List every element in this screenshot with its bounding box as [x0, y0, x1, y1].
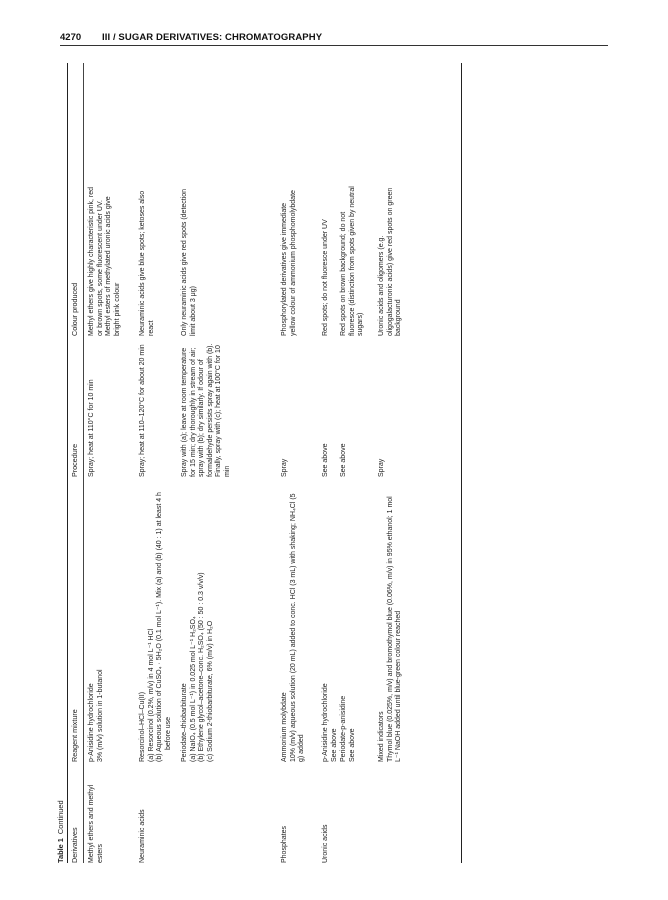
header-rule: [60, 45, 608, 46]
reagent-name: Periodate-p-anisidine: [340, 695, 347, 762]
table-row-neuraminic-reagent-b: [181, 492, 215, 762]
table-row-methyl-reagent: [88, 492, 105, 762]
table-caption: [57, 800, 66, 863]
table-row-uronic-procedure-c: Spray: [378, 458, 385, 477]
table-row-uronic-reagent-a: [322, 492, 339, 762]
column-header-procedure: Procedure: [70, 443, 79, 477]
table-row-uronic-colour-b: Red spots on brown background; do not fluoresce (distinction from spots given by neutral sugars): [340, 186, 365, 336]
reagent-detail: Thymol blue (0.025%, m/v) and bromothymol blue (0.06%, m/v) in 95% ethanol; 1 mol L⁻¹ NaOH added until blue-green colour reached: [386, 496, 403, 762]
reagent-name: p-Anisidine hydrochloride: [322, 683, 329, 762]
table-caption-label: Table 1: [56, 838, 65, 863]
reagent-name: Periodate–thiobarbiturate: [181, 683, 188, 762]
table-bottom-rule: [461, 63, 462, 863]
table-row-neuraminic-colour-a: Neuraminic acids give blue spots; ketoses also react: [139, 190, 155, 336]
table-row-uronic-procedure-b: See above: [340, 443, 347, 477]
table-row-phosphates-derivative: Phosphates: [281, 826, 288, 863]
reagent-item: (c) Sodium 2-thiobarbiturate, 6% (m/v) in H₂O: [206, 620, 214, 762]
table-row-neuraminic-colour-b: Only neuraminic acids give red spots (detection limit about 3 μg): [181, 188, 197, 336]
reagent-name: p-Anisidine hydrochloride: [88, 683, 95, 762]
reagent-item: (b) Aqueous solution of CuSO₄ · 5H₂O (0.1 mol L⁻¹). Mix (a) and (b) (40 : 1) at least 4 h before use: [156, 492, 172, 762]
running-title: III / SUGAR DERIVATIVES: CHROMATOGRAPHY: [102, 32, 323, 43]
reagent-detail: 3% (m/v) solution in 1-butanol: [96, 669, 104, 762]
table-row-uronic-procedure-a: See above: [322, 443, 329, 477]
table-row-phosphates-colour: Phosphorylated derivatives give immediate yellow colour of ammonium phosphomolybdate: [281, 190, 297, 336]
table-row-neuraminic-procedure-b: Spray with (a); leave at room temperature for 15 min; dry thoroughly in stream of air; spray with (b); dry similarly. If odour of formaldehyde persists spray again with (b). Finally, spray with (c); heat at 100°C for 10 min: [181, 343, 231, 477]
table-row-neuraminic-procedure-a: Spray; heat at 110–120°C for about 20 min: [139, 344, 146, 477]
table-row-uronic-colour-c: Uronic acids and oligomers (e.g. oligogalacturonic acids) give red spots on green background: [378, 187, 403, 336]
table-row-neuraminic-reagent-a: [139, 492, 173, 762]
reagent-item: (a) NaIO₄ (0.5 mol L⁻¹) in 0.025 mol L⁻¹ H₂SO₄: [189, 616, 197, 762]
column-header-derivatives: Derivatives: [70, 827, 79, 863]
table-top-rule: [67, 63, 68, 863]
table-row-methyl-procedure: Spray; heat at 110°C for 10 min: [88, 379, 95, 477]
reagent-name: Resorcinol–HCl–Cu(II): [139, 691, 146, 762]
column-header-colour: Colour produced: [70, 282, 79, 336]
page-number: 4270: [60, 32, 82, 43]
table-header-rule: [83, 63, 84, 863]
reagent-detail: 10% (m/v) aqueous solution (20 mL) added to conc. HCl (3 mL) with shaking; NH₄Cl (5 g) added: [289, 493, 306, 762]
table-caption-text: Continued: [56, 800, 65, 835]
reagent-name: Mixed indicators: [378, 711, 385, 762]
reagent-name: Ammonium molybdate: [281, 692, 288, 762]
table-row-uronic-derivative: Uronic acids: [322, 824, 329, 863]
table-row-uronic-colour-a: Red spots; do not fluoresce under UV: [322, 219, 329, 336]
reagent-item: (b) Ethylene glycol–acetone–conc. H₂SO₄ (50 : 50 : 0.3 v/v/v): [198, 572, 206, 762]
reagent-detail: See above: [330, 728, 338, 762]
table-row-phosphates-reagent: [281, 492, 307, 762]
rotated-table: [57, 63, 467, 863]
table-row-phosphates-procedure: Spray: [281, 458, 288, 477]
table-row-neuraminic-derivative: Neuraminic acids: [139, 809, 146, 863]
table-row-methyl-derivative: Methyl ethers and methyl esters: [88, 784, 104, 863]
reagent-item: (a) Resorcinol (0.2%, m/v) in 4 mol L⁻¹ HCl: [147, 628, 155, 762]
reagent-detail: See above: [348, 728, 356, 762]
column-header-reagent: Reagent mixture: [70, 709, 79, 762]
table-row-methyl-colour: Methyl ethers give highly characteristic pink, red or brown spots, some fluorescent under UV. Methyl esters of methylated uronic acids give bright pink colour: [88, 186, 121, 336]
table-row-uronic-reagent-c: [378, 492, 404, 762]
table-row-uronic-reagent-b: [340, 492, 357, 762]
